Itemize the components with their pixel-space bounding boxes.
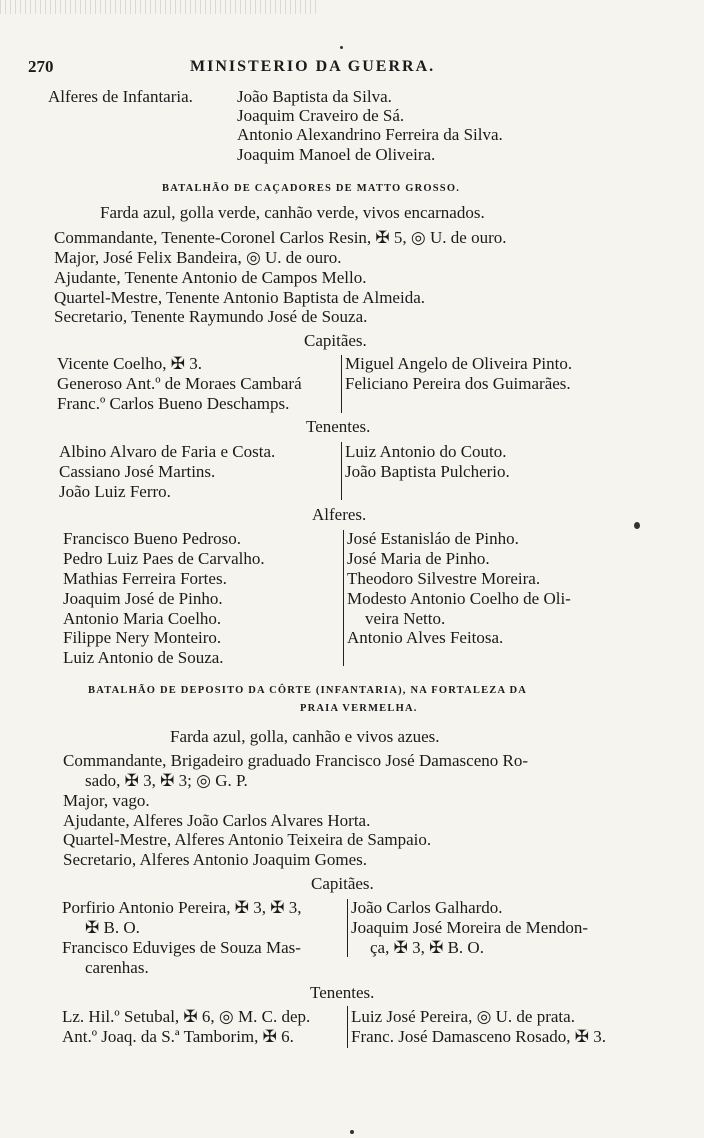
ink-speck (634, 522, 640, 529)
officer-line: Ajudante, Alferes João Carlos Alvares Horta. (63, 811, 371, 830)
column-divider (347, 899, 348, 957)
list-item: Lz. Hil.º Setubal, ✠ 6, ◎ M. C. dep. (62, 1007, 311, 1026)
list-item: Franc.º Carlos Bueno Deschamps. (57, 394, 290, 413)
list-item: Luiz José Pereira, ◎ U. de prata. (351, 1007, 575, 1026)
list-item: José Maria de Pinho. (347, 549, 490, 568)
list-item: Joaquim José de Pinho. (63, 589, 223, 608)
subheading-alferes: Alferes. (312, 505, 367, 524)
list-item: Joaquim Manoel de Oliveira. (237, 145, 436, 164)
list-item: Cassiano José Martins. (59, 462, 216, 481)
officer-line: Major, vago. (63, 791, 150, 810)
uniform-description: Farda azul, golla, canhão e vivos azues. (170, 727, 440, 746)
officer-line: Ajudante, Tenente Antonio de Campos Mello. (54, 268, 367, 287)
list-item: Francisco Eduviges de Souza Mas- (62, 938, 301, 957)
list-item: Joaquim Craveiro de Sá. (237, 106, 405, 125)
list-item: Generoso Ant.º de Moraes Cambará (57, 374, 302, 393)
list-item: Albino Alvaro de Faria e Costa. (59, 442, 276, 461)
officer-line: Commandante, Tenente-Coronel Carlos Resin, ✠ 5, ◎ U. de ouro. (54, 228, 507, 247)
officer-line: Quartel-Mestre, Alferes Antonio Teixeira de Sampaio. (63, 830, 432, 849)
list-item: Feliciano Pereira dos Guimarães. (345, 374, 571, 393)
page-number: 270 (28, 57, 54, 76)
column-divider (341, 442, 342, 500)
list-item: Francisco Bueno Pedroso. (63, 529, 242, 548)
subheading-tenentes: Tenentes. (310, 983, 375, 1002)
section-title-continued: PRAIA VERMELHA. (300, 703, 418, 714)
list-item: ça, ✠ 3, ✠ B. O. (370, 938, 484, 957)
list-item: veira Netto. (365, 609, 446, 628)
list-item: João Luiz Ferro. (59, 482, 171, 501)
subheading-tenentes: Tenentes. (306, 417, 371, 436)
list-item: Joaquim José Moreira de Mendon- (351, 918, 589, 937)
list-item: Luiz Antonio do Couto. (345, 442, 507, 461)
scan-noise (0, 0, 320, 14)
list-item: Porfirio Antonio Pereira, ✠ 3, ✠ 3, (62, 898, 302, 917)
list-item: Vicente Coelho, ✠ 3. (57, 354, 202, 373)
list-item: João Baptista da Silva. (237, 87, 392, 106)
list-item: ✠ B. O. (85, 918, 140, 937)
list-item: Ant.º Joaq. da S.ª Tamborim, ✠ 6. (62, 1027, 294, 1046)
ink-speck (350, 1130, 354, 1134)
subheading-capitaes: Capitães. (311, 874, 374, 893)
list-item: João Baptista Pulcherio. (345, 462, 510, 481)
list-item: Franc. José Damasceno Rosado, ✠ 3. (351, 1027, 607, 1046)
officer-line: Quartel-Mestre, Tenente Antonio Baptista de Almeida. (54, 288, 425, 307)
alferes-infantaria-label: Alferes de Infantaria. (48, 87, 193, 106)
list-item: Modesto Antonio Coelho de Oli- (347, 589, 571, 608)
list-item: Theodoro Silvestre Moreira. (347, 569, 541, 588)
list-item: Antonio Maria Coelho. (63, 609, 222, 628)
list-item: Antonio Alves Feitosa. (347, 628, 504, 647)
officer-line: Commandante, Brigadeiro graduado Francisco José Damasceno Ro- (63, 751, 529, 770)
list-item: Pedro Luiz Paes de Carvalho. (63, 549, 265, 568)
list-item: Mathias Ferreira Fortes. (63, 569, 227, 588)
column-divider (347, 1006, 348, 1048)
list-item: José Estanisláo de Pinho. (347, 529, 519, 548)
officer-line: sado, ✠ 3, ✠ 3; ◎ G. P. (85, 771, 248, 790)
column-divider (341, 355, 342, 413)
column-divider (343, 530, 344, 666)
page-title: MINISTERIO DA GUERRA. (190, 58, 436, 75)
subheading-capitaes: Capitães. (304, 331, 367, 350)
list-item: Filippe Nery Monteiro. (63, 628, 222, 647)
list-item: Miguel Angelo de Oliveira Pinto. (345, 354, 573, 373)
section-title: BATALHÃO DE DEPOSITO DA CÔRTE (INFANTARIA), NA FORTALEZA DA (88, 685, 528, 696)
officer-line: Secretario, Alferes Antonio Joaquim Gomes. (63, 850, 368, 869)
list-item: Antonio Alexandrino Ferreira da Silva. (237, 125, 503, 144)
section-title: BATALHÃO DE CAÇADORES DE MATTO GROSSO. (162, 183, 461, 194)
list-item: João Carlos Galhardo. (351, 898, 503, 917)
ink-speck (340, 46, 343, 49)
officer-line: Major, José Felix Bandeira, ◎ U. de ouro. (54, 248, 342, 267)
officer-line: Secretario, Tenente Raymundo José de Souza. (54, 307, 368, 326)
list-item: carenhas. (85, 958, 149, 977)
list-item: Luiz Antonio de Souza. (63, 648, 224, 667)
uniform-description: Farda azul, golla verde, canhão verde, vivos encarnados. (100, 203, 485, 222)
